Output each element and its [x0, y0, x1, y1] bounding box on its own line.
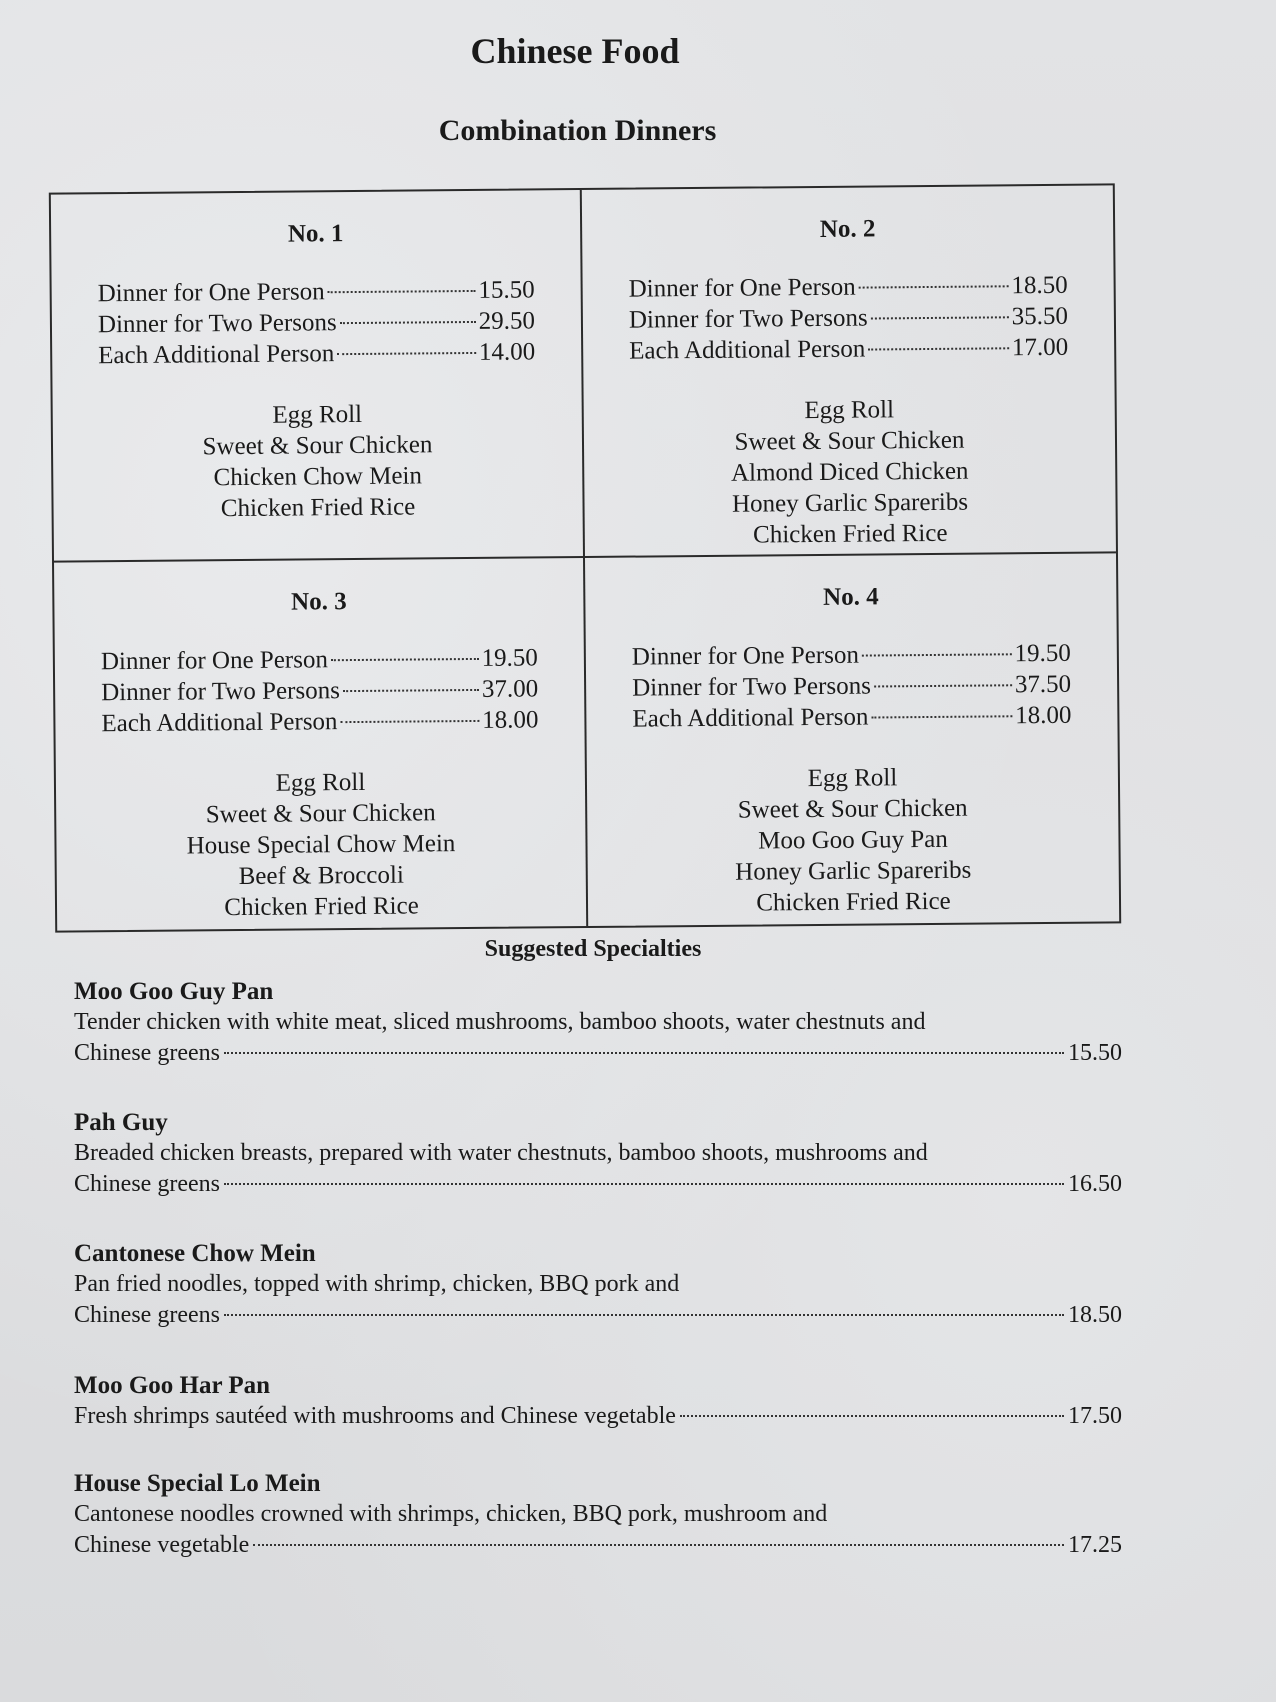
combo-item: Egg Roll [275, 768, 366, 797]
combo-no-2 [582, 185, 1116, 558]
price-row [632, 638, 1071, 673]
price-row [98, 336, 535, 371]
specialty-description: Chinese greens [74, 1302, 220, 1328]
specialty-description: Chinese greens [74, 1171, 220, 1197]
combo-item: Chicken Chow Mein [213, 462, 423, 492]
combo-item: Chicken Fried Rice [752, 519, 948, 549]
price-value: 19.50 [481, 644, 538, 672]
specialty-name: Cantonese Chow Mein [74, 1240, 316, 1267]
price-label: Dinner for Two Persons [101, 677, 341, 707]
combo-no-1 [51, 190, 585, 563]
combo-item: Egg Roll [807, 764, 898, 793]
dot-leader [224, 1183, 1064, 1185]
dot-leader [859, 285, 1009, 288]
specialty-item [74, 1370, 1122, 1432]
specialty-price-row [74, 1169, 1122, 1200]
price-row [629, 332, 1068, 367]
price-row [632, 669, 1071, 704]
price-value: 19.50 [1014, 639, 1071, 668]
dot-leader [868, 347, 1009, 350]
combo-item: Honey Garlic Spareribs [735, 856, 972, 886]
dot-leader [343, 689, 479, 692]
price-row [98, 305, 535, 340]
combo-items [630, 393, 1070, 552]
price-value: 18.50 [1011, 271, 1068, 300]
dot-leader [331, 658, 479, 661]
combo-no-4 [585, 553, 1119, 926]
combo-item: Sweet & Sour Chicken [202, 431, 433, 461]
section-title-combinations: Combination Dinners [438, 114, 717, 147]
combo-item: Honey Garlic Spareribs [731, 488, 969, 518]
price-row [629, 270, 1068, 305]
price-value: 29.50 [478, 307, 536, 335]
specialty-name: Moo Goo Har Pan [74, 1372, 271, 1399]
specialty-description: Chinese greens [74, 1040, 220, 1066]
price-row [98, 274, 535, 309]
price-row [632, 700, 1071, 735]
combo-item: Chicken Fried Rice [224, 892, 419, 922]
dot-leader [871, 715, 1012, 718]
specialty-price: 17.50 [1068, 1403, 1122, 1429]
specialty-description: Fresh shrimps sautéed with mushrooms and Chinese vegetable [74, 1403, 676, 1429]
combo-items [99, 397, 537, 525]
specialty-price: 15.50 [1068, 1040, 1122, 1066]
combo-title: No. 1 [287, 220, 344, 248]
combination-grid [49, 183, 1121, 932]
price-value: 15.50 [478, 276, 535, 304]
price-label: Dinner for One Person [628, 273, 856, 303]
price-label: Each Additional Person [98, 340, 335, 370]
specialty-price: 16.50 [1068, 1171, 1122, 1197]
specialty-name: House Special Lo Mein [74, 1470, 321, 1497]
dot-leader [680, 1415, 1064, 1417]
combo-title: No. 4 [822, 583, 879, 611]
dot-leader [337, 352, 476, 355]
dot-leader [874, 684, 1012, 687]
dot-leader [862, 653, 1012, 656]
combo-item: Chicken Fried Rice [756, 887, 951, 917]
specialty-description: Cantonese noodles crowned with shrimps, chicken, BBQ pork, mushroom and [74, 1501, 828, 1527]
specialty-name: Pah Guy [74, 1109, 168, 1136]
price-label: Dinner for Two Persons [632, 672, 871, 702]
specialty-item [74, 1107, 1122, 1200]
specialty-price-row [74, 1530, 1122, 1561]
combo-item: House Special Chow Mein [186, 830, 456, 860]
price-row [101, 642, 538, 677]
combo-title: No. 2 [819, 215, 876, 243]
dot-leader [224, 1052, 1064, 1054]
combo-item: Egg Roll [272, 400, 363, 429]
price-value: 14.00 [478, 338, 536, 366]
price-value: 18.00 [482, 706, 539, 734]
combo-item: Beef & Broccoli [238, 861, 404, 891]
specialty-price: 18.50 [1068, 1302, 1122, 1328]
dot-leader [340, 321, 476, 324]
combo-item: Chicken Fried Rice [220, 493, 416, 523]
specialty-name: Moo Goo Guy Pan [74, 978, 274, 1005]
combo-item: Egg Roll [804, 396, 895, 425]
combo-item: Sweet & Sour Chicken [734, 426, 965, 456]
specialty-price-row [74, 1401, 1122, 1432]
combo-item: Sweet & Sour Chicken [737, 794, 968, 824]
specialty-item [74, 1468, 1122, 1561]
specialty-description: Chinese vegetable [74, 1532, 250, 1558]
price-label: Each Additional Person [101, 708, 338, 738]
combo-items [633, 761, 1073, 920]
specialty-description: Pan fried noodles, topped with shrimp, chicken, BBQ pork and [74, 1271, 680, 1297]
price-label: Dinner for Two Persons [628, 304, 868, 334]
specialty-price-row [74, 1300, 1122, 1331]
price-label: Dinner for Two Persons [97, 309, 337, 339]
combo-item: Moo Goo Guy Pan [758, 825, 948, 855]
combo-item: Sweet & Sour Chicken [205, 799, 436, 829]
specialty-item [74, 1238, 1122, 1331]
price-value: 37.50 [1014, 670, 1072, 699]
price-value: 35.50 [1011, 302, 1069, 331]
combo-items [102, 765, 540, 924]
section-title-specialties: Suggested Specialties [484, 936, 702, 962]
combo-title: No. 3 [290, 588, 347, 616]
dot-leader [253, 1544, 1064, 1546]
specialty-description: Breaded chicken breasts, prepared with water chestnuts, bamboo shoots, mushrooms and [74, 1140, 928, 1166]
dot-leader [328, 290, 476, 293]
specialty-item [74, 976, 1122, 1069]
specialty-description: Tender chicken with white meat, sliced mushrooms, bamboo shoots, water chestnuts and [74, 1009, 926, 1035]
price-label: Dinner for One Person [97, 278, 325, 308]
price-value: 17.00 [1011, 333, 1069, 362]
specialty-price-row [74, 1038, 1122, 1069]
specialty-price: 17.25 [1068, 1532, 1122, 1558]
dot-leader [340, 720, 479, 723]
price-row [629, 301, 1068, 336]
price-label: Each Additional Person [629, 335, 866, 365]
dot-leader [871, 316, 1009, 319]
price-label: Dinner for One Person [631, 641, 860, 671]
price-row [101, 673, 538, 708]
dot-leader [224, 1314, 1064, 1316]
price-value: 37.00 [481, 675, 539, 703]
price-label: Dinner for One Person [100, 646, 329, 676]
combo-no-3 [54, 558, 588, 931]
price-value: 18.00 [1015, 701, 1072, 730]
combo-item: Almond Diced Chicken [730, 457, 969, 487]
price-row [101, 704, 538, 739]
page-title: Chinese Food [470, 31, 680, 71]
price-label: Each Additional Person [632, 703, 869, 733]
